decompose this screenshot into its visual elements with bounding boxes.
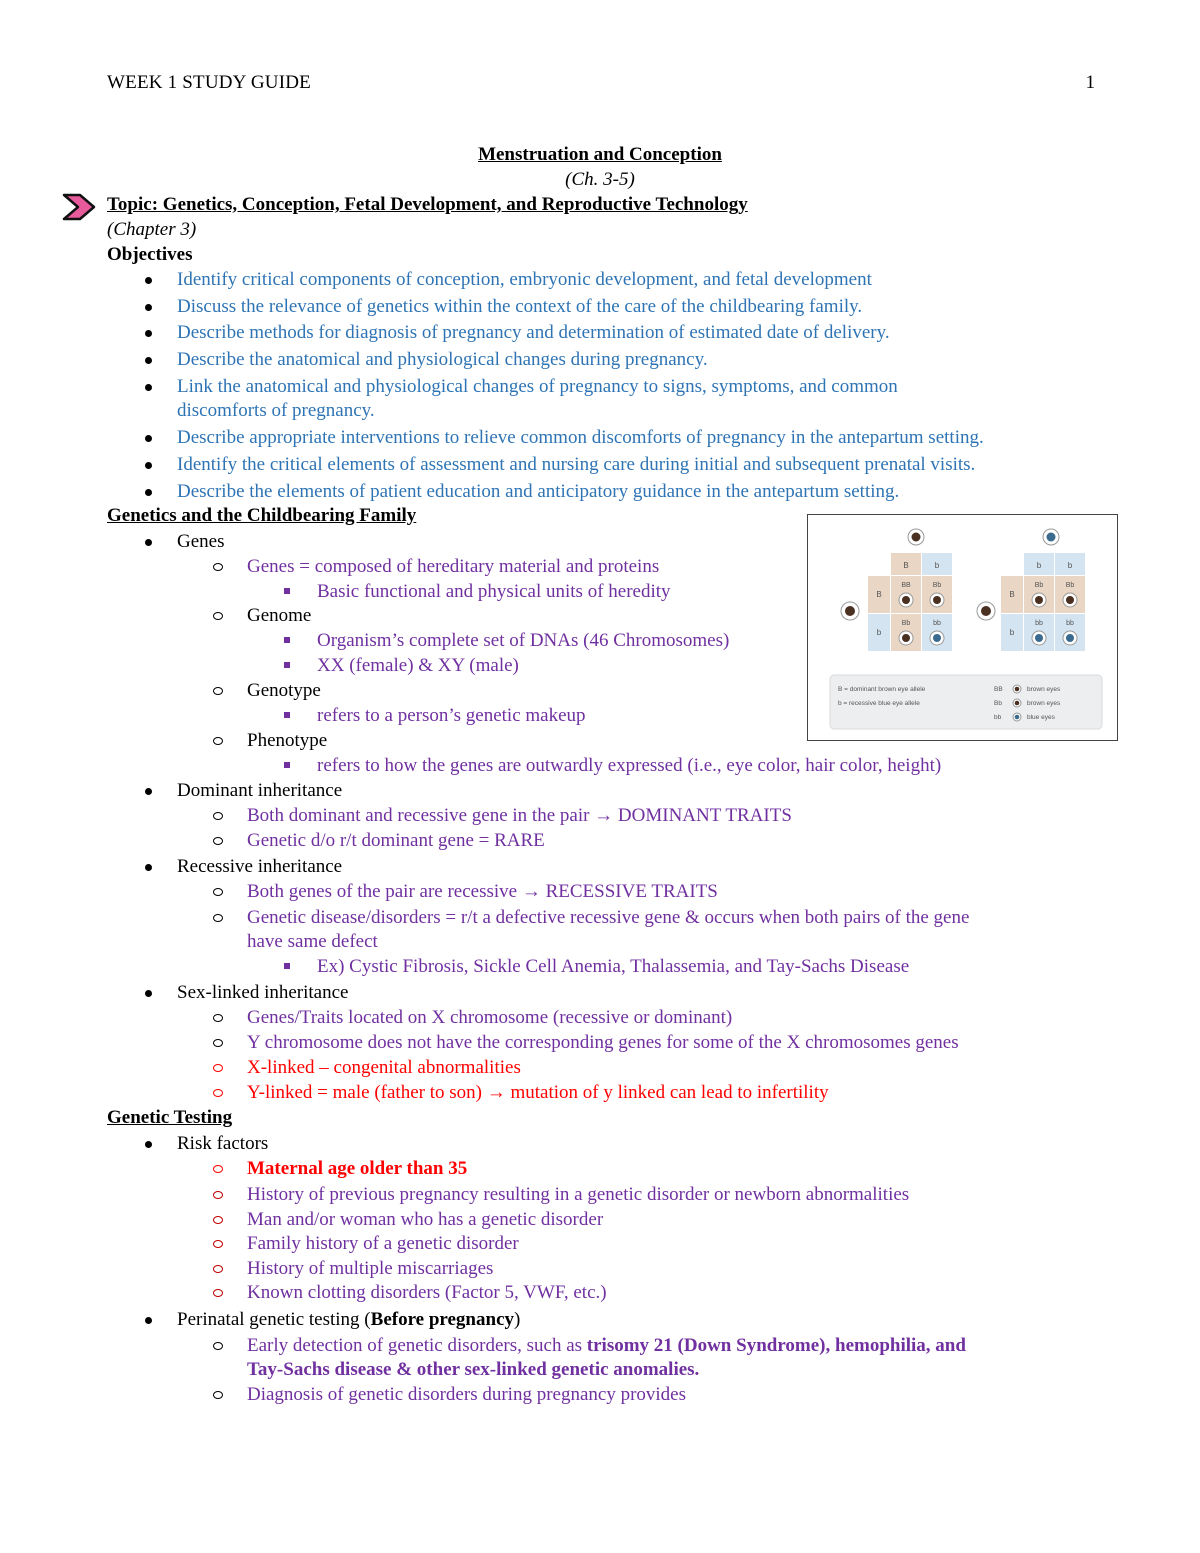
bullet-square — [284, 588, 290, 594]
objective-item: Describe the anatomical and physiological changes during pregnancy. — [177, 349, 708, 370]
objective-item-continued: discomforts of pregnancy. — [177, 400, 375, 421]
bullet-circle — [213, 1064, 223, 1072]
risk-factor: Man and/or woman who has a genetic disorder — [247, 1209, 604, 1230]
punnett-grid-recessive — [977, 529, 1085, 651]
perinatal-text-end: ) — [514, 1309, 521, 1330]
sexlinked-subitem: Y chromosome does not have the corresponding genes for some of the X chromosomes genes — [247, 1032, 959, 1053]
genotype-label: Bb — [901, 620, 911, 627]
early-detection-text: Early detection of genetic disorders, such as — [247, 1335, 587, 1356]
bullet-circle — [213, 1289, 223, 1297]
bullet-circle — [213, 1240, 223, 1248]
bullet-dot — [145, 330, 152, 337]
bullet-dot — [145, 1317, 152, 1324]
bullet-square — [284, 637, 290, 643]
genotype-item: Genotype — [247, 680, 321, 701]
genotype-subitem: refers to a person’s genetic makeup — [317, 705, 586, 726]
dominant-subitem: Genetic d/o r/t dominant gene = RARE — [247, 830, 545, 851]
genes-definition: Genes = composed of hereditary material and proteins — [247, 556, 660, 577]
document-title: Menstruation and Conception — [478, 144, 722, 165]
recessive-subitem-continued: have same defect — [247, 931, 378, 952]
genome-subitem: XX (female) & XY (male) — [317, 655, 519, 676]
allele-label: b — [876, 628, 882, 637]
bullet-dot — [145, 990, 152, 997]
genotype-label: Bb — [1065, 582, 1075, 589]
bullet-circle — [213, 612, 223, 620]
genotype-label: bb — [933, 620, 941, 627]
bullet-circle — [213, 1014, 223, 1022]
genome-item: Genome — [247, 605, 312, 626]
allele-label: B — [903, 561, 909, 570]
punnett-square-diagram — [808, 515, 1116, 739]
risk-factor: Maternal age older than 35 — [247, 1158, 468, 1179]
legend-code: Bb — [994, 700, 1002, 707]
bullet-dot — [145, 384, 152, 391]
chapter-range: (Ch. 3-5) — [565, 169, 635, 190]
page-number: 1 — [1085, 72, 1095, 93]
perinatal-emphasis: Before pregnancy — [370, 1309, 515, 1330]
bullet-square — [284, 662, 290, 668]
bullet-circle — [213, 1089, 223, 1097]
chevron-right-icon — [62, 193, 106, 221]
diagnosis-item: Diagnosis of genetic disorders during pregnancy provides — [247, 1384, 687, 1405]
bullet-dot — [145, 435, 152, 442]
allele-label: b — [1009, 628, 1015, 637]
early-detection-continued: Tay-Sachs disease & other sex-linked genetic anomalies. — [247, 1359, 700, 1380]
objective-item: Describe appropriate interventions to relieve common discomforts of pregnancy in the antepartum setting. — [177, 427, 984, 448]
legend-text: b = recessive blue eye allele — [838, 700, 920, 707]
bullet-circle — [213, 1039, 223, 1047]
sexlinked-subitem: Genes/Traits located on X chromosome (recessive or dominant) — [247, 1007, 733, 1028]
legend-label: brown eyes — [1027, 700, 1061, 707]
bullet-circle — [213, 687, 223, 695]
legend-label: blue eyes — [1027, 714, 1055, 721]
recessive-subitem: Genetic disease/disorders = r/t a defective recessive gene & occurs when both pairs of the gene — [247, 907, 970, 928]
bullet-square — [284, 762, 290, 768]
recessive-item: Recessive inheritance — [177, 856, 343, 877]
risk-factor: Known clotting disorders (Factor 5, VWF, etc.) — [247, 1282, 607, 1303]
legend-text: B = dominant brown eye allele — [838, 686, 926, 693]
genome-subitem: Organism’s complete set of DNAs (46 Chromosomes) — [317, 630, 730, 651]
genotype-label: BB — [901, 582, 911, 589]
bullet-dot — [145, 489, 152, 496]
bullet-circle — [213, 914, 223, 922]
figure-legend — [830, 675, 1102, 729]
allele-label: b — [1036, 561, 1042, 570]
legend-code: bb — [994, 714, 1002, 721]
recessive-subitem: Both genes of the pair are recessive → RECESSIVE TRAITS — [247, 881, 718, 902]
bullet-dot — [145, 788, 152, 795]
perinatal-text: Perinatal genetic testing ( — [177, 1309, 371, 1330]
allele-label: b — [1067, 561, 1073, 570]
objective-item: Identify the critical elements of assessment and nursing care during initial and subsequent prenatal visits. — [177, 454, 976, 475]
genotype-label: bb — [1066, 620, 1074, 627]
ylinked-subitem: Y-linked = male (father to son) → mutation of y linked can lead to infertility — [247, 1082, 829, 1103]
bullet-circle — [213, 837, 223, 845]
allele-label: B — [1009, 590, 1015, 599]
topic-chapter: (Chapter 3) — [107, 219, 197, 240]
header-title: WEEK 1 STUDY GUIDE — [107, 72, 311, 93]
risk-factor: History of multiple miscarriages — [247, 1258, 494, 1279]
phenotype-item: Phenotype — [247, 730, 328, 751]
risk-factor: Family history of a genetic disorder — [247, 1233, 519, 1254]
punnett-grid-dominant — [841, 529, 952, 651]
bullet-circle — [213, 1165, 223, 1173]
objective-item: Identify critical components of conception, embryonic development, and fetal development — [177, 269, 872, 290]
bullet-square — [284, 963, 290, 969]
phenotype-subitem: refers to how the genes are outwardly expressed (i.e., eye color, hair color, height) — [317, 755, 942, 776]
objective-item: Describe methods for diagnosis of pregnancy and determination of estimated date of delivery. — [177, 322, 890, 343]
eye-icon — [1047, 533, 1056, 542]
bullet-circle — [213, 1265, 223, 1273]
bullet-circle — [213, 812, 223, 820]
bullet-dot — [145, 539, 152, 546]
genotype-label: Bb — [932, 582, 942, 589]
risk-factors-item: Risk factors — [177, 1133, 269, 1154]
legend-label: brown eyes — [1027, 686, 1061, 693]
objective-item: Discuss the relevance of genetics within the context of the care of the childbearing family. — [177, 296, 863, 317]
allele-label: b — [934, 561, 940, 570]
bullet-dot — [145, 462, 152, 469]
genes-subitem: Basic functional and physical units of heredity — [317, 581, 671, 602]
bullet-circle — [213, 563, 223, 571]
objective-item: Link the anatomical and physiological changes of pregnancy to signs, symptoms, and common — [177, 376, 898, 397]
genes-item: Genes — [177, 531, 225, 552]
bullet-circle — [213, 1391, 223, 1399]
early-detection-item — [247, 1334, 966, 1358]
perinatal-testing-item — [177, 1308, 520, 1332]
bullet-dot — [145, 357, 152, 364]
bullet-circle — [213, 1191, 223, 1199]
dominant-item: Dominant inheritance — [177, 780, 343, 801]
bullet-circle — [213, 737, 223, 745]
punnett-square-figure — [807, 514, 1118, 741]
allele-label: B — [876, 590, 882, 599]
genetics-heading: Genetics and the Childbearing Family — [107, 505, 417, 526]
genotype-label: Bb — [1034, 582, 1044, 589]
recessive-example: Ex) Cystic Fibrosis, Sickle Cell Anemia, Thalassemia, and Tay-Sachs Disease — [317, 956, 910, 977]
objectives-heading: Objectives — [107, 244, 193, 265]
page-header — [107, 72, 1097, 96]
risk-factor: History of previous pregnancy resulting in a genetic disorder or newborn abnormalities — [247, 1184, 910, 1205]
objective-item: Describe the elements of patient education and anticipatory guidance in the antepartum setting. — [177, 481, 900, 502]
early-detection-emphasis: trisomy 21 (Down Syndrome), hemophilia, and — [586, 1335, 966, 1356]
bullet-dot — [145, 864, 152, 871]
bullet-circle — [213, 888, 223, 896]
testing-heading: Genetic Testing — [107, 1107, 233, 1128]
bullet-dot — [145, 304, 152, 311]
xlinked-subitem: X-linked – congenital abnormalities — [247, 1057, 521, 1078]
bullet-circle — [213, 1216, 223, 1224]
bullet-circle — [213, 1342, 223, 1350]
genotype-label: bb — [1035, 620, 1043, 627]
topic-heading: Topic: Genetics, Conception, Fetal Development, and Reproductive Technology — [107, 194, 748, 215]
legend-code: BB — [994, 686, 1003, 693]
bullet-dot — [145, 1141, 152, 1148]
bullet-square — [284, 712, 290, 718]
eye-icon — [912, 533, 921, 542]
bullet-dot — [145, 277, 152, 284]
sexlinked-item: Sex-linked inheritance — [177, 982, 349, 1003]
dominant-subitem: Both dominant and recessive gene in the pair → DOMINANT TRAITS — [247, 805, 792, 826]
